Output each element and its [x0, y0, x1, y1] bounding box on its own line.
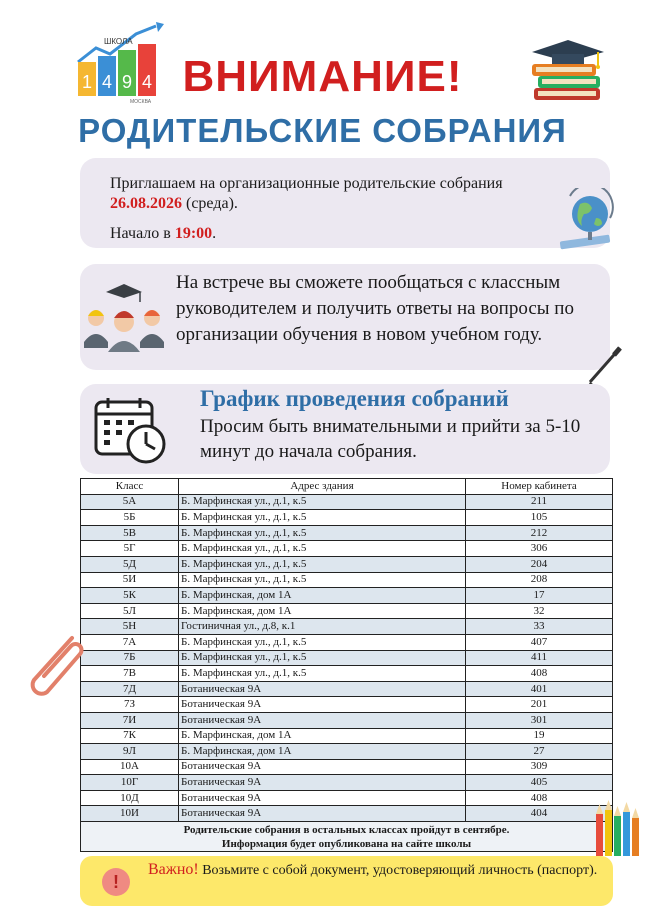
- teacher-parents-icon: [84, 282, 164, 354]
- cell-room: 33: [466, 619, 613, 635]
- cell-room: 204: [466, 556, 613, 572]
- cell-class: 7И: [81, 712, 179, 728]
- table-row: [81, 525, 613, 541]
- schedule-table: [80, 478, 613, 852]
- cell-address: Б. Марфинская, дом 1А: [179, 588, 466, 604]
- cell-class: 5Н: [81, 619, 179, 635]
- exclamation-icon: !: [102, 868, 130, 896]
- table-note: [81, 822, 613, 852]
- start-time-label: Начало в: [110, 225, 171, 242]
- cell-room: 211: [466, 494, 613, 510]
- invitation-text: Приглашаем на организационные родительские собрания: [110, 175, 503, 192]
- start-time-end: .: [212, 225, 217, 242]
- cell-room: 411: [466, 650, 613, 666]
- cell-address: Б. Марфинская ул., д.1, к.5: [179, 666, 466, 682]
- table-row: [81, 728, 613, 744]
- invitation-line: [110, 174, 503, 214]
- table-row: [81, 697, 613, 713]
- cell-class: 10А: [81, 759, 179, 775]
- cell-address: Б. Марфинская ул., д.1, к.5: [179, 650, 466, 666]
- cell-address: Б. Марфинская ул., д.1, к.5: [179, 525, 466, 541]
- cell-room: 212: [466, 525, 613, 541]
- cell-class: 7К: [81, 728, 179, 744]
- table-row: [81, 650, 613, 666]
- table-row: [81, 790, 613, 806]
- cell-class: 5Д: [81, 556, 179, 572]
- cell-room: 208: [466, 572, 613, 588]
- schedule-heading: График проведения собраний: [200, 386, 509, 411]
- page-subtitle: РОДИТЕЛЬСКИЕ СОБРАНИЯ: [78, 112, 567, 149]
- table-row: [81, 541, 613, 557]
- pen-icon: [584, 344, 626, 388]
- logo-digit-4: 4: [142, 72, 153, 92]
- cell-address: Б. Марфинская ул., д.1, к.5: [179, 541, 466, 557]
- cell-class: 5Б: [81, 510, 179, 526]
- cell-room: 309: [466, 759, 613, 775]
- meeting-info-text: На встрече вы сможете пообщаться с классным руководителем и получить ответы на вопросы по организации обучения в новом учебном году.: [176, 272, 574, 345]
- cell-room: 201: [466, 697, 613, 713]
- table-row: [81, 712, 613, 728]
- cell-address: Б. Марфинская, дом 1А: [179, 603, 466, 619]
- logo-top-label: ШКОЛА: [104, 37, 133, 46]
- meeting-date: 26.08.2026: [110, 195, 182, 212]
- table-body: [81, 494, 613, 821]
- cell-address: Ботаническая 9А: [179, 681, 466, 697]
- logo-digit-3: 9: [122, 72, 133, 92]
- pencils-icon: [594, 800, 642, 858]
- important-notice: [80, 856, 613, 906]
- table-row: [81, 806, 613, 822]
- cell-address: Ботаническая 9А: [179, 790, 466, 806]
- cell-class: 9Л: [81, 744, 179, 760]
- cell-address: Б. Марфинская ул., д.1, к.5: [179, 572, 466, 588]
- table-note-row: [81, 822, 613, 852]
- cell-room: 408: [466, 666, 613, 682]
- cell-class: 10Д: [81, 790, 179, 806]
- cell-address: Б. Марфинская, дом 1А: [179, 744, 466, 760]
- cell-room: 17: [466, 588, 613, 604]
- cell-class: 5Г: [81, 541, 179, 557]
- table-row: [81, 775, 613, 791]
- cell-address: Б. Марфинская ул., д.1, к.5: [179, 510, 466, 526]
- table-row: [81, 556, 613, 572]
- column-header-room: Номер кабинета: [466, 479, 613, 495]
- start-time: 19:00: [174, 225, 213, 242]
- cell-class: 5А: [81, 494, 179, 510]
- table-row: [81, 681, 613, 697]
- cell-address: Ботаническая 9А: [179, 775, 466, 791]
- cell-room: 408: [466, 790, 613, 806]
- logo-digit-1: 1: [82, 72, 93, 92]
- cell-room: 105: [466, 510, 613, 526]
- table-row: [81, 588, 613, 604]
- cell-room: 27: [466, 744, 613, 760]
- important-text: Возьмите с собой документ, удостоверяющий личность (паспорт).: [202, 863, 598, 878]
- cell-address: Б. Марфинская, дом 1А: [179, 728, 466, 744]
- cell-address: Ботаническая 9А: [179, 806, 466, 822]
- cell-address: Ботаническая 9А: [179, 697, 466, 713]
- cell-class: 7Б: [81, 650, 179, 666]
- cell-class: 7Д: [81, 681, 179, 697]
- table-row: [81, 619, 613, 635]
- important-label: Важно!: [148, 861, 199, 878]
- table-note-line1: Родительские собрания в остальных классах пройдут в сентябре.: [183, 823, 510, 836]
- important-text-block: [148, 860, 606, 881]
- cell-room: 32: [466, 603, 613, 619]
- cell-room: 301: [466, 712, 613, 728]
- cell-address: Ботаническая 9А: [179, 712, 466, 728]
- cell-room: 405: [466, 775, 613, 791]
- column-header-class: Класс: [81, 479, 179, 495]
- logo-city: МОСКВА: [130, 99, 152, 104]
- table-note-line2: Информация будет опубликована на сайте школы: [221, 837, 472, 850]
- cell-class: 5Л: [81, 603, 179, 619]
- table-row: [81, 572, 613, 588]
- table-header-row: [81, 479, 613, 495]
- cell-address: Ботаническая 9А: [179, 759, 466, 775]
- table-row: [81, 634, 613, 650]
- table-row: [81, 759, 613, 775]
- table-row: [81, 510, 613, 526]
- paper-clip-icon: [22, 630, 88, 702]
- cell-address: Б. Марфинская ул., д.1, к.5: [179, 556, 466, 572]
- cell-room: 401: [466, 681, 613, 697]
- globe-icon: [556, 188, 618, 250]
- cell-address: Б. Марфинская ул., д.1, к.5: [179, 494, 466, 510]
- start-time-line: [110, 224, 216, 244]
- cell-class: 10Г: [81, 775, 179, 791]
- meeting-weekday: (среда).: [186, 195, 238, 212]
- cell-room: 19: [466, 728, 613, 744]
- cell-class: 5В: [81, 525, 179, 541]
- cell-class: 7В: [81, 666, 179, 682]
- cell-room: 306: [466, 541, 613, 557]
- invitation-panel: [80, 158, 610, 248]
- attention-title: ВНИМАНИЕ!: [182, 52, 463, 101]
- cell-class: 7З: [81, 697, 179, 713]
- cell-address: Гостиничная ул., д.8, к.1: [179, 619, 466, 635]
- cell-room: 404: [466, 806, 613, 822]
- cell-room: 407: [466, 634, 613, 650]
- cell-class: 10И: [81, 806, 179, 822]
- cell-class: 7А: [81, 634, 179, 650]
- calendar-clock-icon: [92, 394, 170, 466]
- cell-class: 5К: [81, 588, 179, 604]
- table-row: [81, 603, 613, 619]
- table-row: [81, 494, 613, 510]
- schedule-text: Просим быть внимательными и прийти за 5-10 минут до начала собрания.: [200, 416, 581, 462]
- column-header-address: Адрес здания: [179, 479, 466, 495]
- cell-address: Б. Марфинская ул., д.1, к.5: [179, 634, 466, 650]
- cell-class: 5И: [81, 572, 179, 588]
- table-row: [81, 666, 613, 682]
- table-row: [81, 744, 613, 760]
- logo-digit-2: 4: [102, 72, 113, 92]
